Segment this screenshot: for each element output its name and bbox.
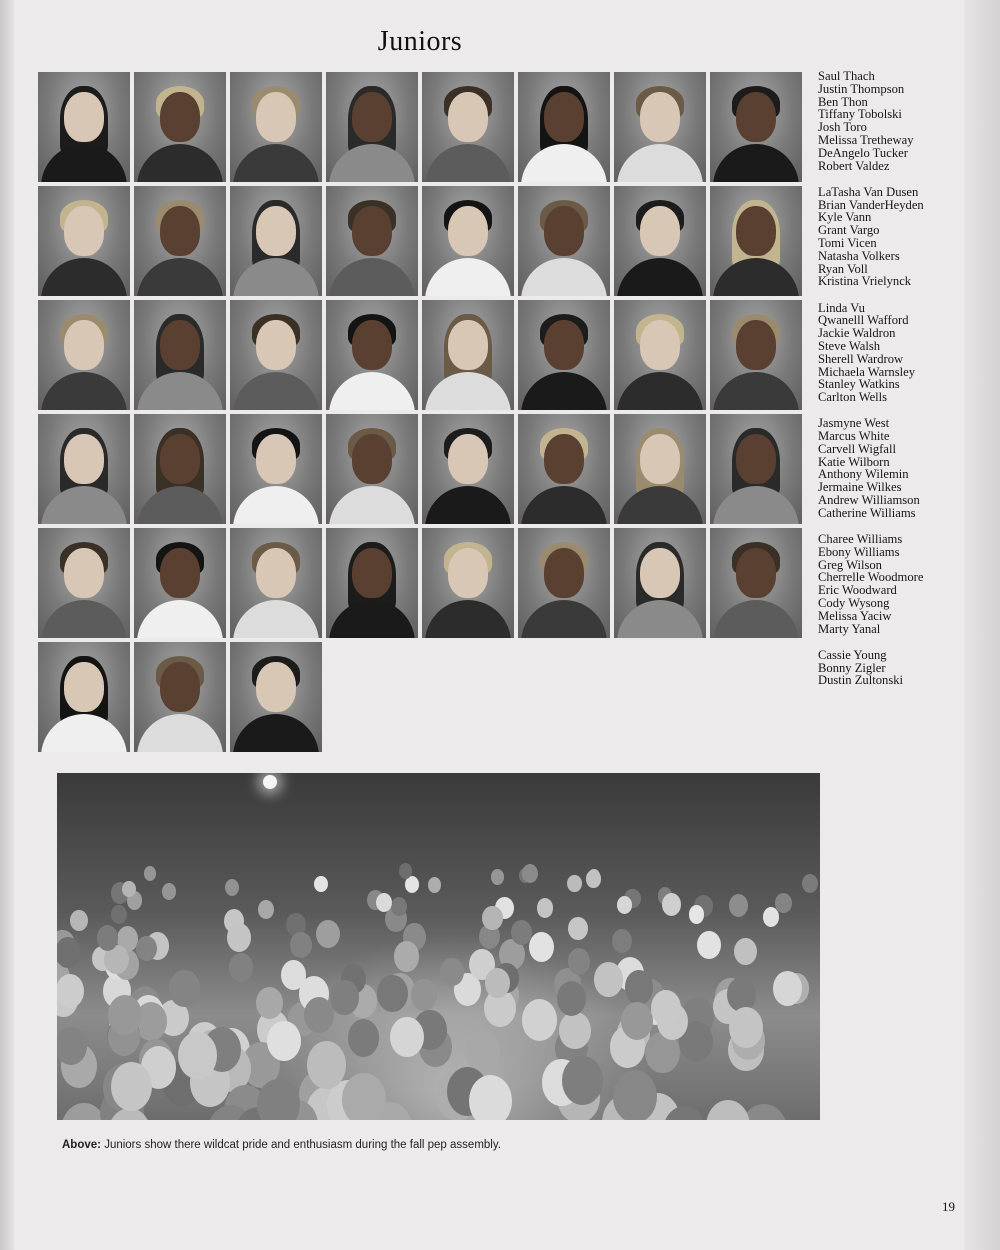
student-portrait [134, 642, 226, 752]
crowd-figure [122, 881, 135, 897]
student-portrait [230, 414, 322, 524]
crowd-figure [482, 906, 503, 931]
student-portrait [38, 642, 130, 752]
student-portrait [518, 72, 610, 182]
crowd-figure [568, 917, 588, 941]
student-portrait [326, 186, 418, 296]
crowd-figure [314, 876, 328, 893]
crowd-figure [330, 980, 359, 1014]
crowd-figure [522, 864, 538, 883]
student-name: Melissa Yaciw [818, 608, 892, 623]
student-portrait [614, 72, 706, 182]
student-name: Ryan Voll [818, 261, 868, 276]
crowd-figure [169, 970, 199, 1006]
student-portrait [710, 186, 802, 296]
crowd-figure [136, 936, 157, 961]
crowd-figure [440, 958, 463, 986]
student-portrait [422, 186, 514, 296]
student-portrait [614, 300, 706, 410]
crowd-figure [689, 905, 705, 924]
student-portrait [38, 186, 130, 296]
student-name: Dustin Zultonski [818, 673, 904, 688]
crowd-figure [348, 1019, 380, 1057]
crowd-figure [390, 1017, 424, 1057]
student-name: Robert Valdez [818, 158, 890, 173]
student-portrait [38, 72, 130, 182]
crowd-figure [225, 879, 239, 896]
crowd-figure [613, 1070, 657, 1120]
student-name: DeAngelo Tucker [818, 145, 908, 160]
crowd-figure [729, 1007, 763, 1048]
student-name: Cassie Young [818, 647, 887, 662]
student-portrait [230, 300, 322, 410]
student-name: Cody Wysong [818, 596, 890, 611]
student-name: Stanley Watkins [818, 377, 900, 392]
crowd-figure [662, 893, 681, 916]
crowd-figure [586, 870, 600, 887]
crowd-figure [612, 929, 632, 953]
crowd-figure [227, 923, 251, 952]
student-name: Saul Thach [818, 69, 875, 83]
name-list [818, 70, 968, 701]
name-group [818, 186, 968, 288]
student-name: Jermaine Wilkes [818, 480, 902, 495]
student-name: Carvell Wigfall [818, 441, 896, 456]
student-name: Steve Walsh [818, 338, 881, 353]
crowd-figure [625, 970, 654, 1005]
crowd-figure [290, 932, 312, 958]
student-name: Catherine Williams [818, 505, 916, 520]
student-portrait [710, 72, 802, 182]
crowd-figure [97, 925, 118, 951]
student-portrait [326, 72, 418, 182]
crowd-figure [485, 968, 510, 998]
name-group [818, 70, 968, 172]
student-name: Katie Wilborn [818, 454, 890, 469]
crowd-figure [617, 896, 632, 914]
caption-text: Juniors show there wildcat pride and enthusiasm during the fall pep assembly. [104, 1139, 501, 1151]
student-name: Tiffany Tobolski [818, 107, 902, 122]
caption-label: Above: [62, 1139, 101, 1151]
student-name: Brian VanderHeyden [818, 197, 924, 212]
crowd-figure [775, 893, 792, 913]
crowd-figure [316, 920, 339, 948]
student-name: Cherrelle Woodmore [818, 570, 924, 585]
crowd-figure [469, 1075, 512, 1120]
crowd-figure [258, 900, 274, 919]
student-name: Kyle Vann [818, 210, 872, 225]
student-name: Ben Thon [818, 94, 868, 109]
student-portrait [134, 414, 226, 524]
page-binding-edge [0, 0, 14, 1250]
student-name: Kristina Vrielynck [818, 274, 912, 289]
student-name: Greg Wilson [818, 557, 882, 572]
student-portrait [614, 528, 706, 638]
student-name: Charee Williams [818, 532, 903, 547]
name-group [818, 533, 968, 635]
student-name: Josh Toro [818, 120, 867, 135]
student-name: Bonny Zigler [818, 660, 886, 675]
crowd-figure [567, 875, 581, 892]
name-group [818, 417, 968, 519]
name-group [818, 649, 968, 687]
student-name: Marty Yanal [818, 621, 881, 636]
crowd-figure [529, 932, 554, 962]
crowd-figure [727, 977, 756, 1012]
student-name: Ebony Williams [818, 544, 900, 559]
crowd-figure [307, 1041, 346, 1088]
crowd-figure [697, 931, 721, 960]
student-name: Michaela Warnsley [818, 364, 916, 379]
crowd-figure [57, 974, 84, 1008]
student-name: Jasmyne West [818, 416, 890, 431]
crowd-figure [773, 971, 802, 1005]
crowd-figure [729, 894, 748, 917]
crowd-figure [557, 981, 586, 1016]
student-portrait [326, 300, 418, 410]
student-portrait [134, 186, 226, 296]
crowd-figure [281, 960, 306, 990]
student-portrait [38, 528, 130, 638]
crowd-figure [802, 874, 818, 893]
student-name: Melissa Tretheway [818, 132, 914, 147]
student-name: Anthony Wilemin [818, 467, 909, 482]
student-name: Sherell Wardrow [818, 351, 904, 366]
student-name: Grant Vargo [818, 223, 880, 238]
student-portrait [422, 72, 514, 182]
adjacent-page-edge [964, 0, 1000, 1250]
student-portrait [134, 72, 226, 182]
student-portrait [518, 186, 610, 296]
crowd-figure [568, 948, 590, 975]
crowd-figure [57, 937, 81, 968]
student-portrait [38, 414, 130, 524]
crowd-figure [394, 941, 420, 972]
student-name: Natasha Volkers [818, 248, 900, 263]
crowd-figure [111, 1062, 152, 1111]
student-portrait [230, 528, 322, 638]
student-portrait [518, 528, 610, 638]
student-portrait [134, 528, 226, 638]
student-portrait [518, 414, 610, 524]
student-name: Carlton Wells [818, 390, 888, 405]
crowd-figure [256, 987, 283, 1020]
student-name: Eric Woodward [818, 583, 897, 598]
student-name: Tomi Vicen [818, 235, 877, 250]
student-portrait [230, 72, 322, 182]
crowd-figure [706, 1100, 750, 1120]
crowd-figure [428, 877, 441, 893]
ceiling-light [263, 775, 277, 789]
student-name: Linda Vu [818, 300, 865, 315]
student-portrait [326, 414, 418, 524]
student-portrait [422, 300, 514, 410]
page-number: 19 [942, 1199, 955, 1214]
crowd-figure [376, 893, 392, 912]
student-name: Jackie Waldron [818, 326, 896, 341]
crowd-figure [377, 975, 407, 1012]
crowd-figure [537, 898, 554, 918]
student-name: Justin Thompson [818, 81, 905, 96]
student-name: Qwanelll Wafford [818, 313, 909, 328]
student-portrait [422, 528, 514, 638]
photo-caption [62, 1139, 501, 1151]
crowd-figure [70, 910, 88, 932]
student-portrait [134, 300, 226, 410]
student-portrait [710, 300, 802, 410]
student-portrait [710, 528, 802, 638]
student-portrait [710, 414, 802, 524]
crowd-figure [257, 1079, 300, 1120]
crowd-figure [178, 1032, 217, 1078]
crowd-figure [594, 962, 623, 996]
crowd-figure [342, 1073, 386, 1120]
crowd-figure [466, 1031, 500, 1072]
crowd-figure [562, 1056, 603, 1105]
crowd-figure [111, 905, 127, 924]
student-portrait [614, 414, 706, 524]
student-portrait [38, 300, 130, 410]
crowd-figure [162, 883, 176, 899]
crowd-figure [621, 1002, 653, 1040]
student-portrait [422, 414, 514, 524]
student-portrait [518, 300, 610, 410]
crowd-figure [229, 953, 253, 982]
pep-assembly-photo [57, 773, 820, 1120]
crowd-figure [559, 1012, 590, 1049]
name-group [818, 302, 968, 404]
portrait-grid [38, 72, 802, 752]
student-portrait [230, 642, 322, 752]
crowd-figure [411, 979, 438, 1011]
student-portrait [614, 186, 706, 296]
student-name: LaTasha Van Dusen [818, 184, 919, 199]
crowd-figure [491, 869, 504, 884]
crowd-figure [144, 866, 156, 880]
page-title: Juniors [377, 26, 463, 57]
crowd-figure [108, 995, 142, 1035]
crowd-figure [522, 999, 556, 1040]
student-name: Andrew Williamson [818, 493, 920, 508]
student-portrait [230, 186, 322, 296]
crowd-figure [734, 938, 757, 965]
student-portrait [326, 528, 418, 638]
crowd-figure [267, 1021, 301, 1061]
student-name: Marcus White [818, 429, 890, 444]
crowd-figure [399, 863, 412, 879]
